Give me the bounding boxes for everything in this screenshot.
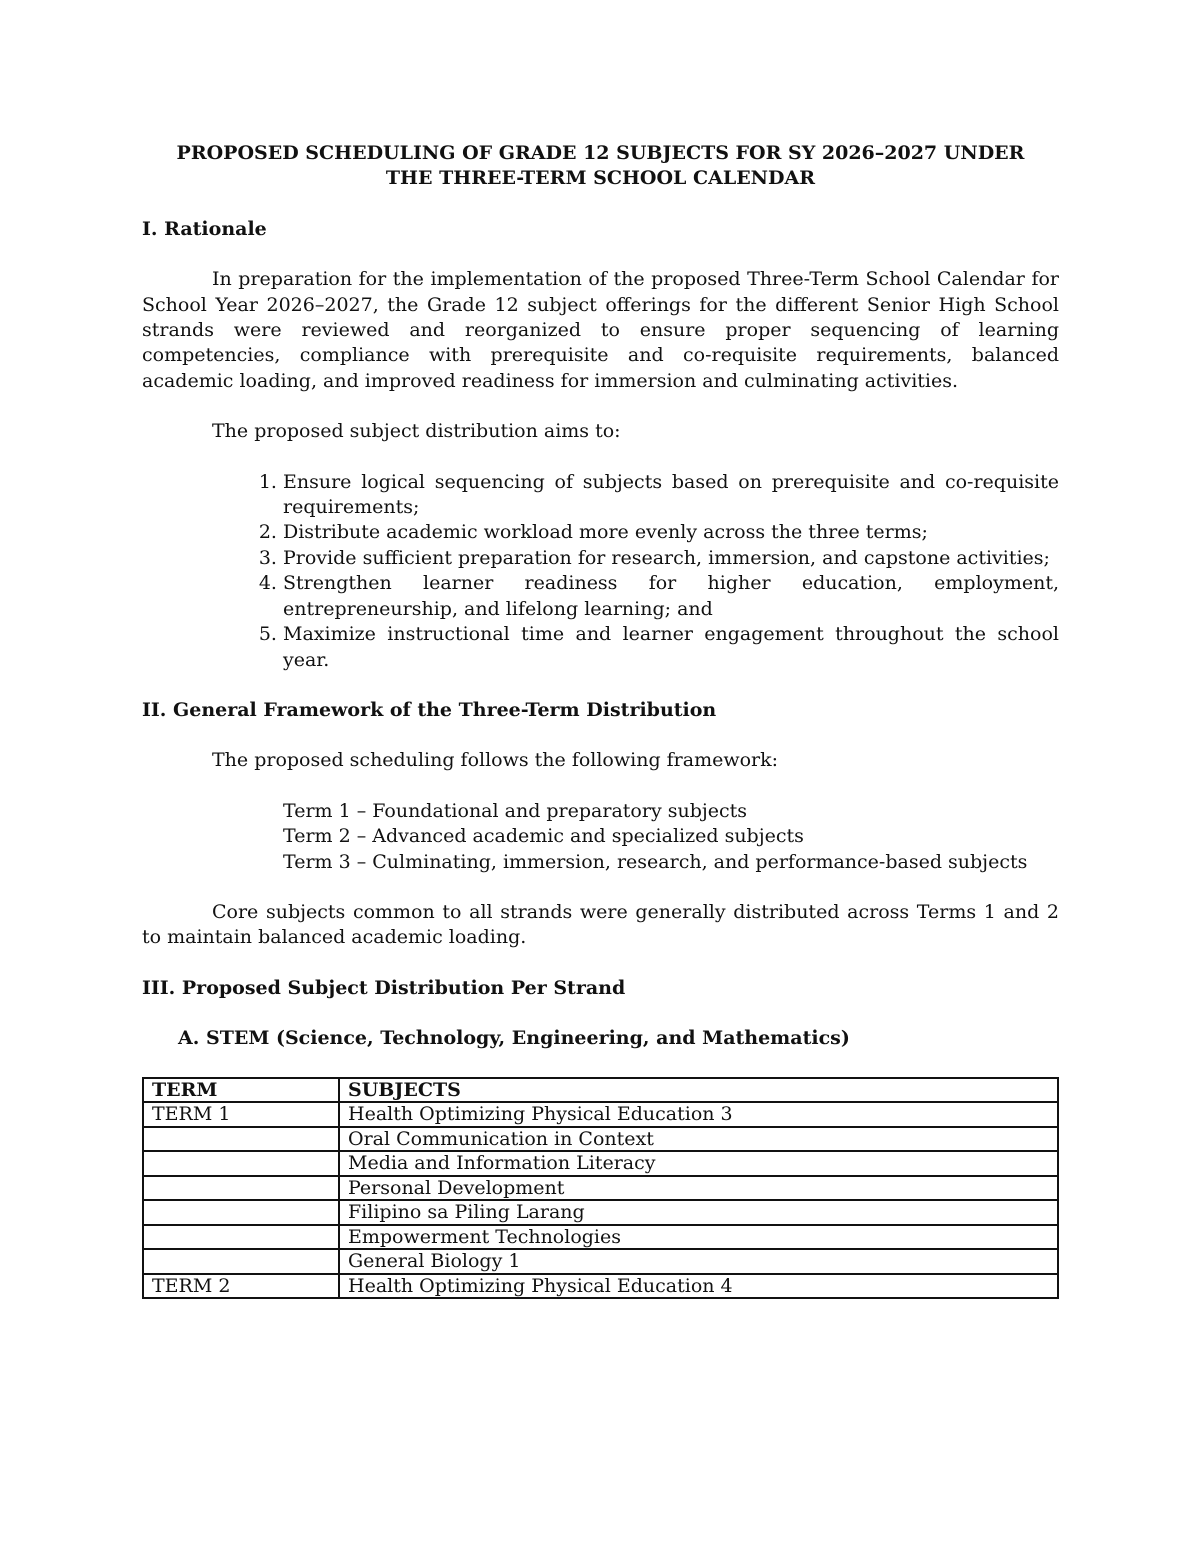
section-heading-rationale: I. Rationale [142, 217, 267, 240]
table-row [143, 1151, 1058, 1176]
table-row [143, 1200, 1058, 1225]
term-cell [143, 1249, 339, 1274]
framework-terms [283, 799, 1059, 875]
aim-item: 1. Ensure logical sequencing of subjects based on prerequisite and co-requisite requirements; [283, 470, 1059, 521]
aims-intro: The proposed subject distribution aims to: [212, 420, 621, 443]
stem-subject-table [142, 1077, 1059, 1300]
aim-item: 3. Provide sufficient preparation for research, immersion, and capstone activities; [283, 546, 1059, 571]
subject-cell: Filipino sa Piling Larang [339, 1200, 1058, 1225]
framework-intro: The proposed scheduling follows the following framework: [212, 749, 779, 772]
term-cell [143, 1176, 339, 1201]
framework-term: Term 2 – Advanced academic and specialized subjects [283, 825, 804, 848]
framework-term: Term 1 – Foundational and preparatory subjects [283, 799, 748, 822]
framework-term: Term 3 – Culminating, immersion, research, and performance-based subjects [283, 850, 1028, 873]
aims-list [142, 470, 1059, 673]
title-line-1: PROPOSED SCHEDULING OF GRADE 12 SUBJECTS FOR SY 2026–2027 UNDER [176, 142, 1025, 164]
term-cell: TERM 2 [143, 1274, 339, 1299]
term-cell [143, 1200, 339, 1225]
rationale-paragraph: In preparation for the implementation of the proposed Three-Term School Calendar for School Year 2026–2027, the Grade 12 subject offerings for the different Senior High School strands were reviewed and reorganized to ensure proper sequencing of learning competencies, compliance with prerequisite and co-requisite requirements, balanced academic loading, and improved readiness for immersion and culminating activities. [142, 268, 1059, 392]
aim-item: 4. Strengthen learner readiness for higher education, employment, entrepreneurship, and lifelong learning; and [283, 571, 1059, 622]
subject-cell: Empowerment Technologies [339, 1225, 1058, 1250]
title-line-2: THE THREE-TERM SCHOOL CALENDAR [385, 167, 816, 190]
subject-cell: Health Optimizing Physical Education 3 [339, 1102, 1058, 1127]
table-row [143, 1176, 1058, 1201]
subject-cell: Personal Development [339, 1176, 1058, 1201]
term-cell [143, 1151, 339, 1176]
table-row [143, 1225, 1058, 1250]
aim-item: 2. Distribute academic workload more evenly across the three terms; [283, 520, 1059, 545]
table-row [143, 1127, 1058, 1152]
subject-cell: Oral Communication in Context [339, 1127, 1058, 1152]
framework-note: Core subjects common to all strands were generally distributed across Terms 1 and 2 to maintain balanced academic loading. [142, 900, 1059, 949]
document-body [142, 141, 1059, 1299]
document-title [142, 141, 1059, 192]
subject-cell: Media and Information Literacy [339, 1151, 1058, 1176]
table-row [143, 1102, 1058, 1127]
strand-heading-stem: A. STEM (Science, Technology, Engineering, and Mathematics) [178, 1027, 850, 1050]
term-cell [143, 1225, 339, 1250]
table-header-row [143, 1078, 1058, 1103]
section-heading-distribution: III. Proposed Subject Distribution Per Strand [142, 976, 626, 999]
header-term: TERM [143, 1078, 339, 1103]
subject-cell: Health Optimizing Physical Education 4 [339, 1274, 1058, 1299]
term-cell: TERM 1 [143, 1102, 339, 1127]
header-subjects: SUBJECTS [339, 1078, 1058, 1103]
term-cell [143, 1127, 339, 1152]
section-heading-framework: II. General Framework of the Three-Term Distribution [142, 698, 717, 721]
table-row [143, 1274, 1058, 1299]
table-row [143, 1249, 1058, 1274]
aim-item: 5. Maximize instructional time and learner engagement throughout the school year. [283, 622, 1059, 673]
subject-cell: General Biology 1 [339, 1249, 1058, 1274]
